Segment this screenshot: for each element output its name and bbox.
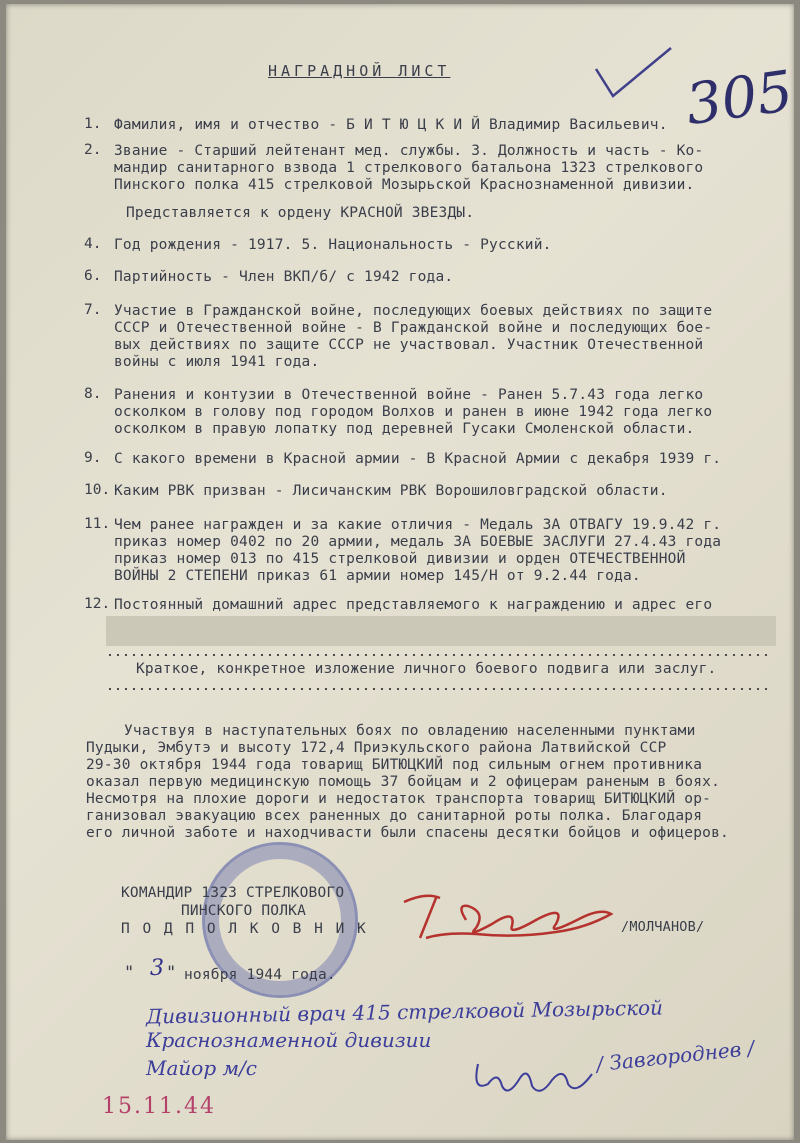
item-line: Пинского полка 415 стрелковой Мозырьской Краснознаменной дивизии. xyxy=(114,177,695,193)
commander-signature xyxy=(396,884,636,954)
hand-date: 15.11.44 xyxy=(102,1094,216,1119)
item-line: приказ номер 013 по 415 стрелковой дивизии и орден ОТЕЧЕСТВЕННОЙ xyxy=(114,551,686,567)
feat-line: 29-30 октября 1944 года товарищ БИТЮЦКИЙ под сильным огнем противника xyxy=(86,757,703,773)
item-line: вых действиях по защите СССР не участвовал. Участник Отечественной xyxy=(114,337,704,353)
item-number: 8. xyxy=(84,386,102,402)
hand-line-2: Краснознаменной дивизии xyxy=(146,1028,432,1052)
award-sheet xyxy=(6,4,797,1140)
date-day: 3 xyxy=(150,956,164,981)
physician-name: / Завгороднев / xyxy=(595,1035,756,1077)
item-line: Представляется к ордену КРАСНОЙ ЗВЕЗДЫ. xyxy=(126,205,475,221)
item-line: Звание - Старший лейтенант мед. службы. 3. Должность и часть - Ко- xyxy=(114,143,704,159)
date-quote-open: " xyxy=(124,963,135,983)
item-number: 7. xyxy=(84,302,102,318)
regiment-name: ПИНСКОГО ПОЛКА xyxy=(181,903,307,919)
item-line: Каким РВК призван - Лисичанским РВК Ворошиловградской области. xyxy=(114,483,668,499)
document-title: НАГРАДНОЙ ЛИСТ xyxy=(268,62,451,80)
item-line: Участие в Гражданской войне, последующих боевых действиях по защите xyxy=(114,303,713,319)
feat-line: оказал первую медицинскую помощь 37 бойцам и 2 офицерам раненым в боях. xyxy=(86,774,721,790)
item-number: 4. xyxy=(84,236,102,252)
dotted-divider xyxy=(106,654,771,656)
item-line: Чем ранее награжден и за какие отличия - Медаль ЗА ОТВАГУ 19.9.42 г. xyxy=(114,517,722,533)
feat-line: Пудыки, Эмбутэ и высоту 172,4 Приэкульского района Латвийской ССР xyxy=(86,740,667,756)
redacted-address xyxy=(106,616,776,646)
dotted-divider xyxy=(106,688,771,690)
physician-signature xyxy=(468,1044,598,1104)
date-quote-close: " xyxy=(166,963,177,983)
item-number: 9. xyxy=(84,450,102,466)
item-line: мандир санитарного взвода 1 стрелкового батальона 1323 стрелкового xyxy=(114,160,704,176)
feat-header: Краткое, конкретное изложение личного боевого подвига или заслуг. xyxy=(136,661,717,677)
item-line: С какого времени в Красной армии - В Красной Армии с декабря 1939 г. xyxy=(114,451,722,467)
corner-number: 305 xyxy=(681,58,797,139)
commander-name: /МОЛЧАНОВ/ xyxy=(621,919,705,935)
item-number: 10. xyxy=(84,482,111,498)
item-number: 6. xyxy=(84,268,102,284)
hand-line-1: Дивизионный врач 415 стрелковой Мозырьской xyxy=(145,995,664,1029)
feat-line: Участвуя в наступательных боях по овладению населенными пунктами xyxy=(124,723,696,739)
item-line: приказ номер 0402 по 20 армии, медаль ЗА БОЕВЫЕ ЗАСЛУГИ 27.4.43 года xyxy=(114,534,722,550)
item-number: 1. xyxy=(84,116,102,132)
item-line: СССР и Отечественной войне - В Гражданской войне и последующих бое- xyxy=(114,320,713,336)
item-number: 12. xyxy=(84,596,111,612)
item-line: осколком в голову под городом Волхов и ранен в июне 1942 года легко xyxy=(114,404,713,420)
feat-line: ганизовал эвакуацию всех раненных до санитарной роты полка. Благодаря xyxy=(86,808,703,824)
feat-line: его личной заботе и находчивасти были спасены десятки бойцов и офицеров. xyxy=(86,825,729,841)
item-line: Постоянный домашний адрес представляемого к награждению и адрес его xyxy=(114,597,713,613)
item-number: 11. xyxy=(84,516,111,532)
feat-line: Несмотря на плохие дороги и недостаток транспорта товарищ БИТЮЦКИЙ ор- xyxy=(86,791,712,807)
item-line: Год рождения - 1917. 5. Национальность - Русский. xyxy=(114,237,552,253)
hand-line-3: Майор м/с xyxy=(146,1056,258,1080)
commander-title: КОМАНДИР 1323 СТРЕЛКОВОГО xyxy=(121,885,345,901)
date-rest: ноября 1944 года. xyxy=(184,967,336,983)
item-line: войны с июля 1941 года. xyxy=(114,354,320,370)
item-line: Партийность - Член ВКП/б/ с 1942 года. xyxy=(114,269,454,285)
item-line: ВОЙНЫ 2 СТЕПЕНИ приказ 61 армии номер 145/Н от 9.2.44 года. xyxy=(114,568,641,584)
rank: П О Д П О Л К О В Н И К xyxy=(121,921,368,937)
item-number: 2. xyxy=(84,142,102,158)
item-line: Ранения и контузии в Отечественной войне - Ранен 5.7.43 года легко xyxy=(114,387,704,403)
check-mark-icon xyxy=(591,44,681,104)
item-line: осколком в правую лопатку под деревней Гусаки Смоленской области. xyxy=(114,421,695,437)
item-line: Фамилия, имя и отчество - Б И Т Ю Ц К И Й Владимир Васильевич. xyxy=(114,117,668,133)
